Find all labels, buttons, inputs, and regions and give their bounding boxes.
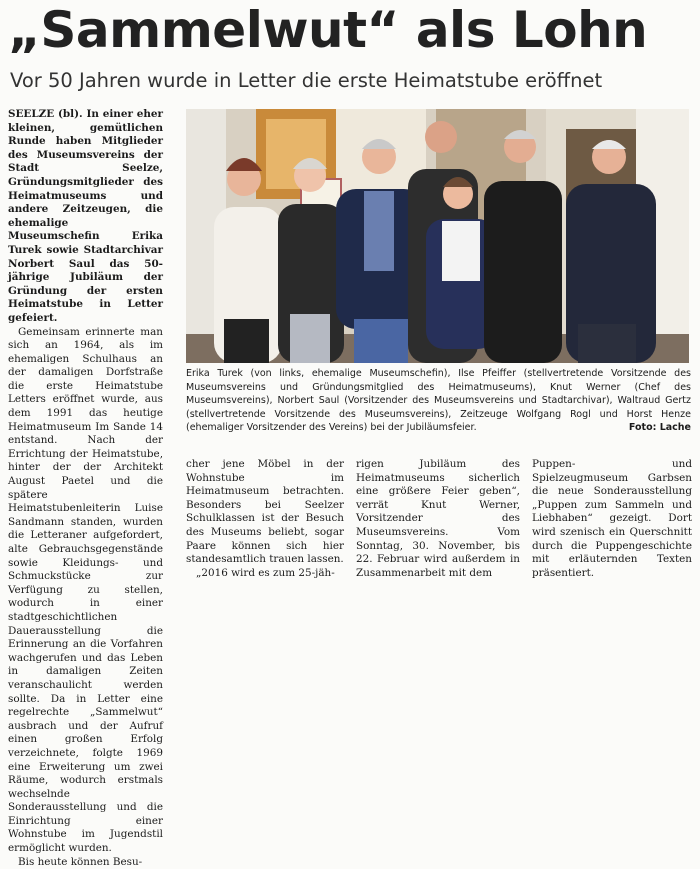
article-column-2 [186,458,344,608]
photo-credit: Foto: Lache [628,422,691,433]
body-paragraph: cher jene Möbel in der Wohnstube im Heimatmuseum betrachten. Besonders bei Seelzer Schulklassen ist der Besuch des Museums beliebt, sogar Paare können sich hier standesamtlich trauen lassen. [186,458,344,566]
headline: „Sammelwut“ als Lohn [8,1,648,59]
caption-text: Erika Turek (von links, ehemalige Museumschefin), Ilse Pfeiffer (stellvertretende Vorsitzende des Museumsvereins und Gründungsmitglied des Heimatmuseums), Knut Werner (Chef des Museumsvereins), Norbert Saul (Vorsitzender des Museumsvereins und Stadtarchivar), Waltraud Gertz (stellvertretende Vorsitzende des Museumsvereins), Zeitzeuge Wolfgang Rogl und Horst Henze (ehemaliger Vorsitzender des Vereins) bei der Jubiläumsfeier. [186,368,691,433]
quote-paragraph: „2016 wird es zum 25-jäh- [196,566,335,579]
body-paragraph-tail: Bis heute können Besu- [18,855,143,868]
article-column-1 [8,108,163,868]
body-paragraph: rigen Jubiläum des Heimatmuseums sicherlich eine größere Feier geben“, verrät Knut Werner, Vorsitzender des Museumsvereins. Vom Sonntag, 30. November, bis 22. Februar wird außerdem in Zusammenarbeit mit dem [356,458,520,579]
photo-caption [186,367,691,435]
group-photo [186,109,689,363]
group-photo-illustration [186,109,689,363]
body-paragraph: Puppen- und Spielzeugmuseum Garbsen die neue Sonderausstellung „Puppen zum Sammeln und Liebhaben“ gezeigt. Dort wird szenisch ein Querschnitt durch die Puppengeschichte mit erläuternden Texten präsentiert. [532,458,692,579]
lead-paragraph: SEELZE (bl). In einer eher kleinen, gemütlichen Runde haben Mitglieder des Museumsvereins der Stadt Seelze, Gründungsmitglieder des Heimatmuseums und andere Zeitzeugen, die ehemalige Museumschefin Erika Turek sowie Stadtarchivar Norbert Saul das 50-jährige Jubiläum der Gründung der ersten Heimatstube in Letter gefeiert. [8,108,163,324]
article-column-4 [532,458,692,608]
article-column-3 [356,458,520,608]
body-paragraph: Gemeinsam erinnerte man sich an 1964, als im ehemaligen Schulhaus an der damaligen Dorfstraße die erste Heimatstube Letters eröffnet wurde, aus dem 1991 das heutige Heimatmuseum Im Sande 14 entstand. Nach der Errichtung der Heimatstube, hinter der der Architekt August Paetel und die spätere Heimatstubenleiterin Luise Sandmann standen, wurden die Letteraner aufgefordert, alte Gebrauchsgegenstände sowie Kleidungs- und Schmuckstücke zur Verfügung zu stellen, wodurch in einer stadtgeschichtlichen Dauerausstellung die Erinnerung an die Vorfahren wachgerufen und das Leben in damaligen Zeiten veranschaulicht werden sollte. Da in Letter eine regelrechte „Sammelwut“ ausbrach und der Aufruf einen großen Erfolg verzeichnete, folgte 1969 eine Erweiterung um zwei Räume, wodurch erstmals wechselnde Sonderausstellung und die Einrichtung einer Wohnstube im Jugendstil ermöglicht wurden. [8,325,163,855]
subheadline: Vor 50 Jahren wurde in Letter die erste Heimatstube eröffnet [10,69,603,92]
